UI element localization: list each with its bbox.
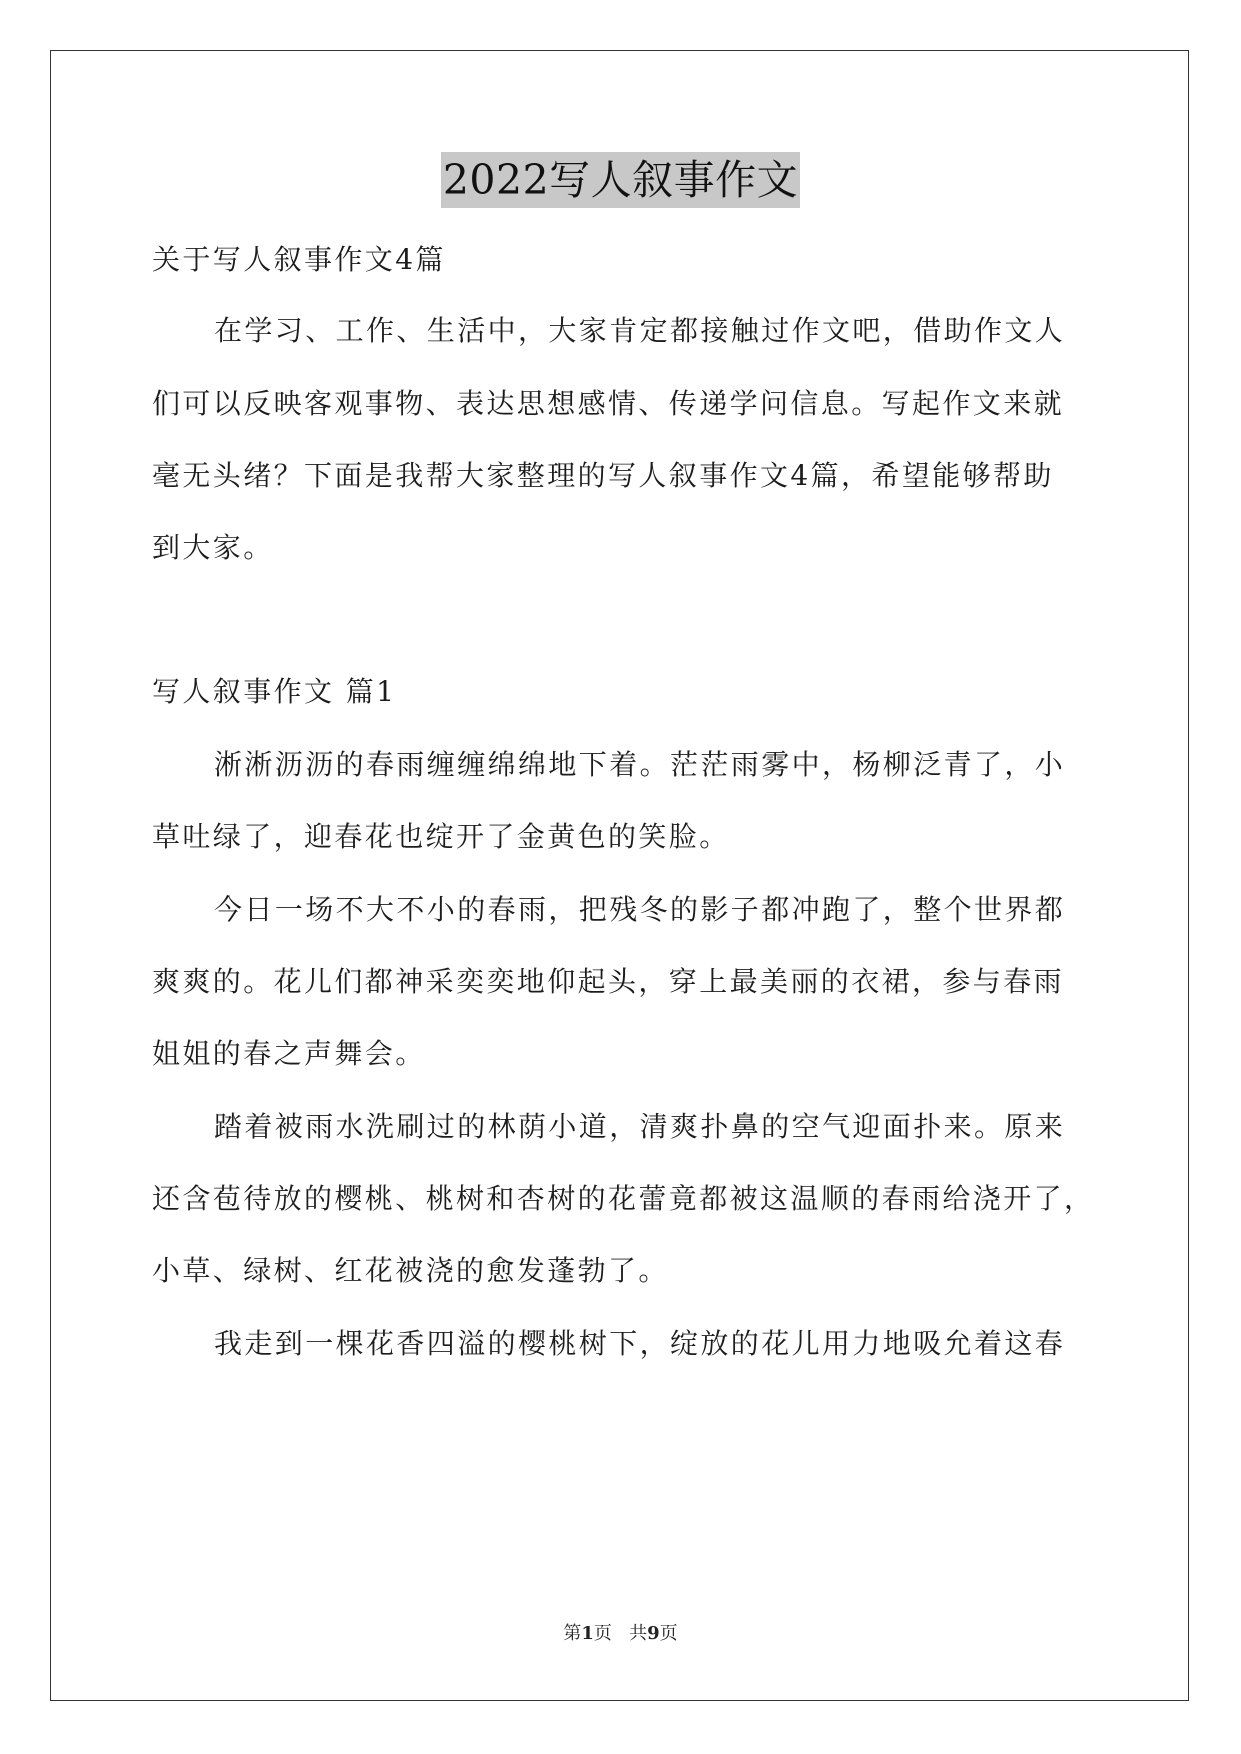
page-border [50, 50, 1189, 1701]
body-line-3: 今日一场不大不小的春雨，把残冬的影子都冲跑了，整个世界都 [214, 893, 1066, 926]
page-total: 9 [647, 1623, 660, 1644]
title-container [0, 152, 1241, 208]
body-line-4: 爽爽的。花儿们都神采奕奕地仰起头，穿上最美丽的衣裙，参与春雨 [152, 965, 1065, 998]
page-mid: 页 共 [593, 1623, 648, 1644]
page-current: 1 [581, 1623, 594, 1644]
body-line-8: 小草、绿树、红花被浇的愈发蓬勃了。 [152, 1254, 669, 1287]
page-prefix: 第 [563, 1623, 582, 1644]
document-title: 2022写人叙事作文 [441, 152, 800, 208]
body-line-2: 草吐绿了，迎春花也绽开了金黄色的笑脸。 [152, 820, 730, 853]
page-suffix: 页 [659, 1623, 678, 1644]
body-line-6: 踏着被雨水洗刷过的林荫小道，清爽扑鼻的空气迎面扑来。原来 [214, 1110, 1066, 1143]
body-line-5: 姐姐的春之声舞会。 [152, 1037, 426, 1070]
intro-line-2: 们可以反映客观事物、表达思想感情、传递学问信息。写起作文来就 [152, 387, 1065, 420]
intro-line-3: 毫无头绪？下面是我帮大家整理的写人叙事作文4篇，希望能够帮助 [152, 459, 1054, 492]
body-line-9: 我走到一棵花香四溢的樱桃树下，绽放的花儿用力地吸允着这春 [214, 1327, 1066, 1360]
intro-line-4: 到大家。 [152, 531, 274, 564]
document-subtitle: 关于写人叙事作文4篇 [152, 243, 446, 276]
body-line-1: 淅淅沥沥的春雨缠缠绵绵地下着。茫茫雨雾中，杨柳泛青了，小 [214, 748, 1066, 781]
body-line-7: 还含苞待放的樱桃、桃树和杏树的花蕾竟都被这温顺的春雨给浇开了， [152, 1182, 1095, 1215]
section-heading: 写人叙事作文 篇1 [152, 675, 397, 708]
page-footer [0, 1622, 1241, 1646]
intro-line-1: 在学习、工作、生活中，大家肯定都接触过作文吧，借助作文人 [214, 314, 1066, 347]
